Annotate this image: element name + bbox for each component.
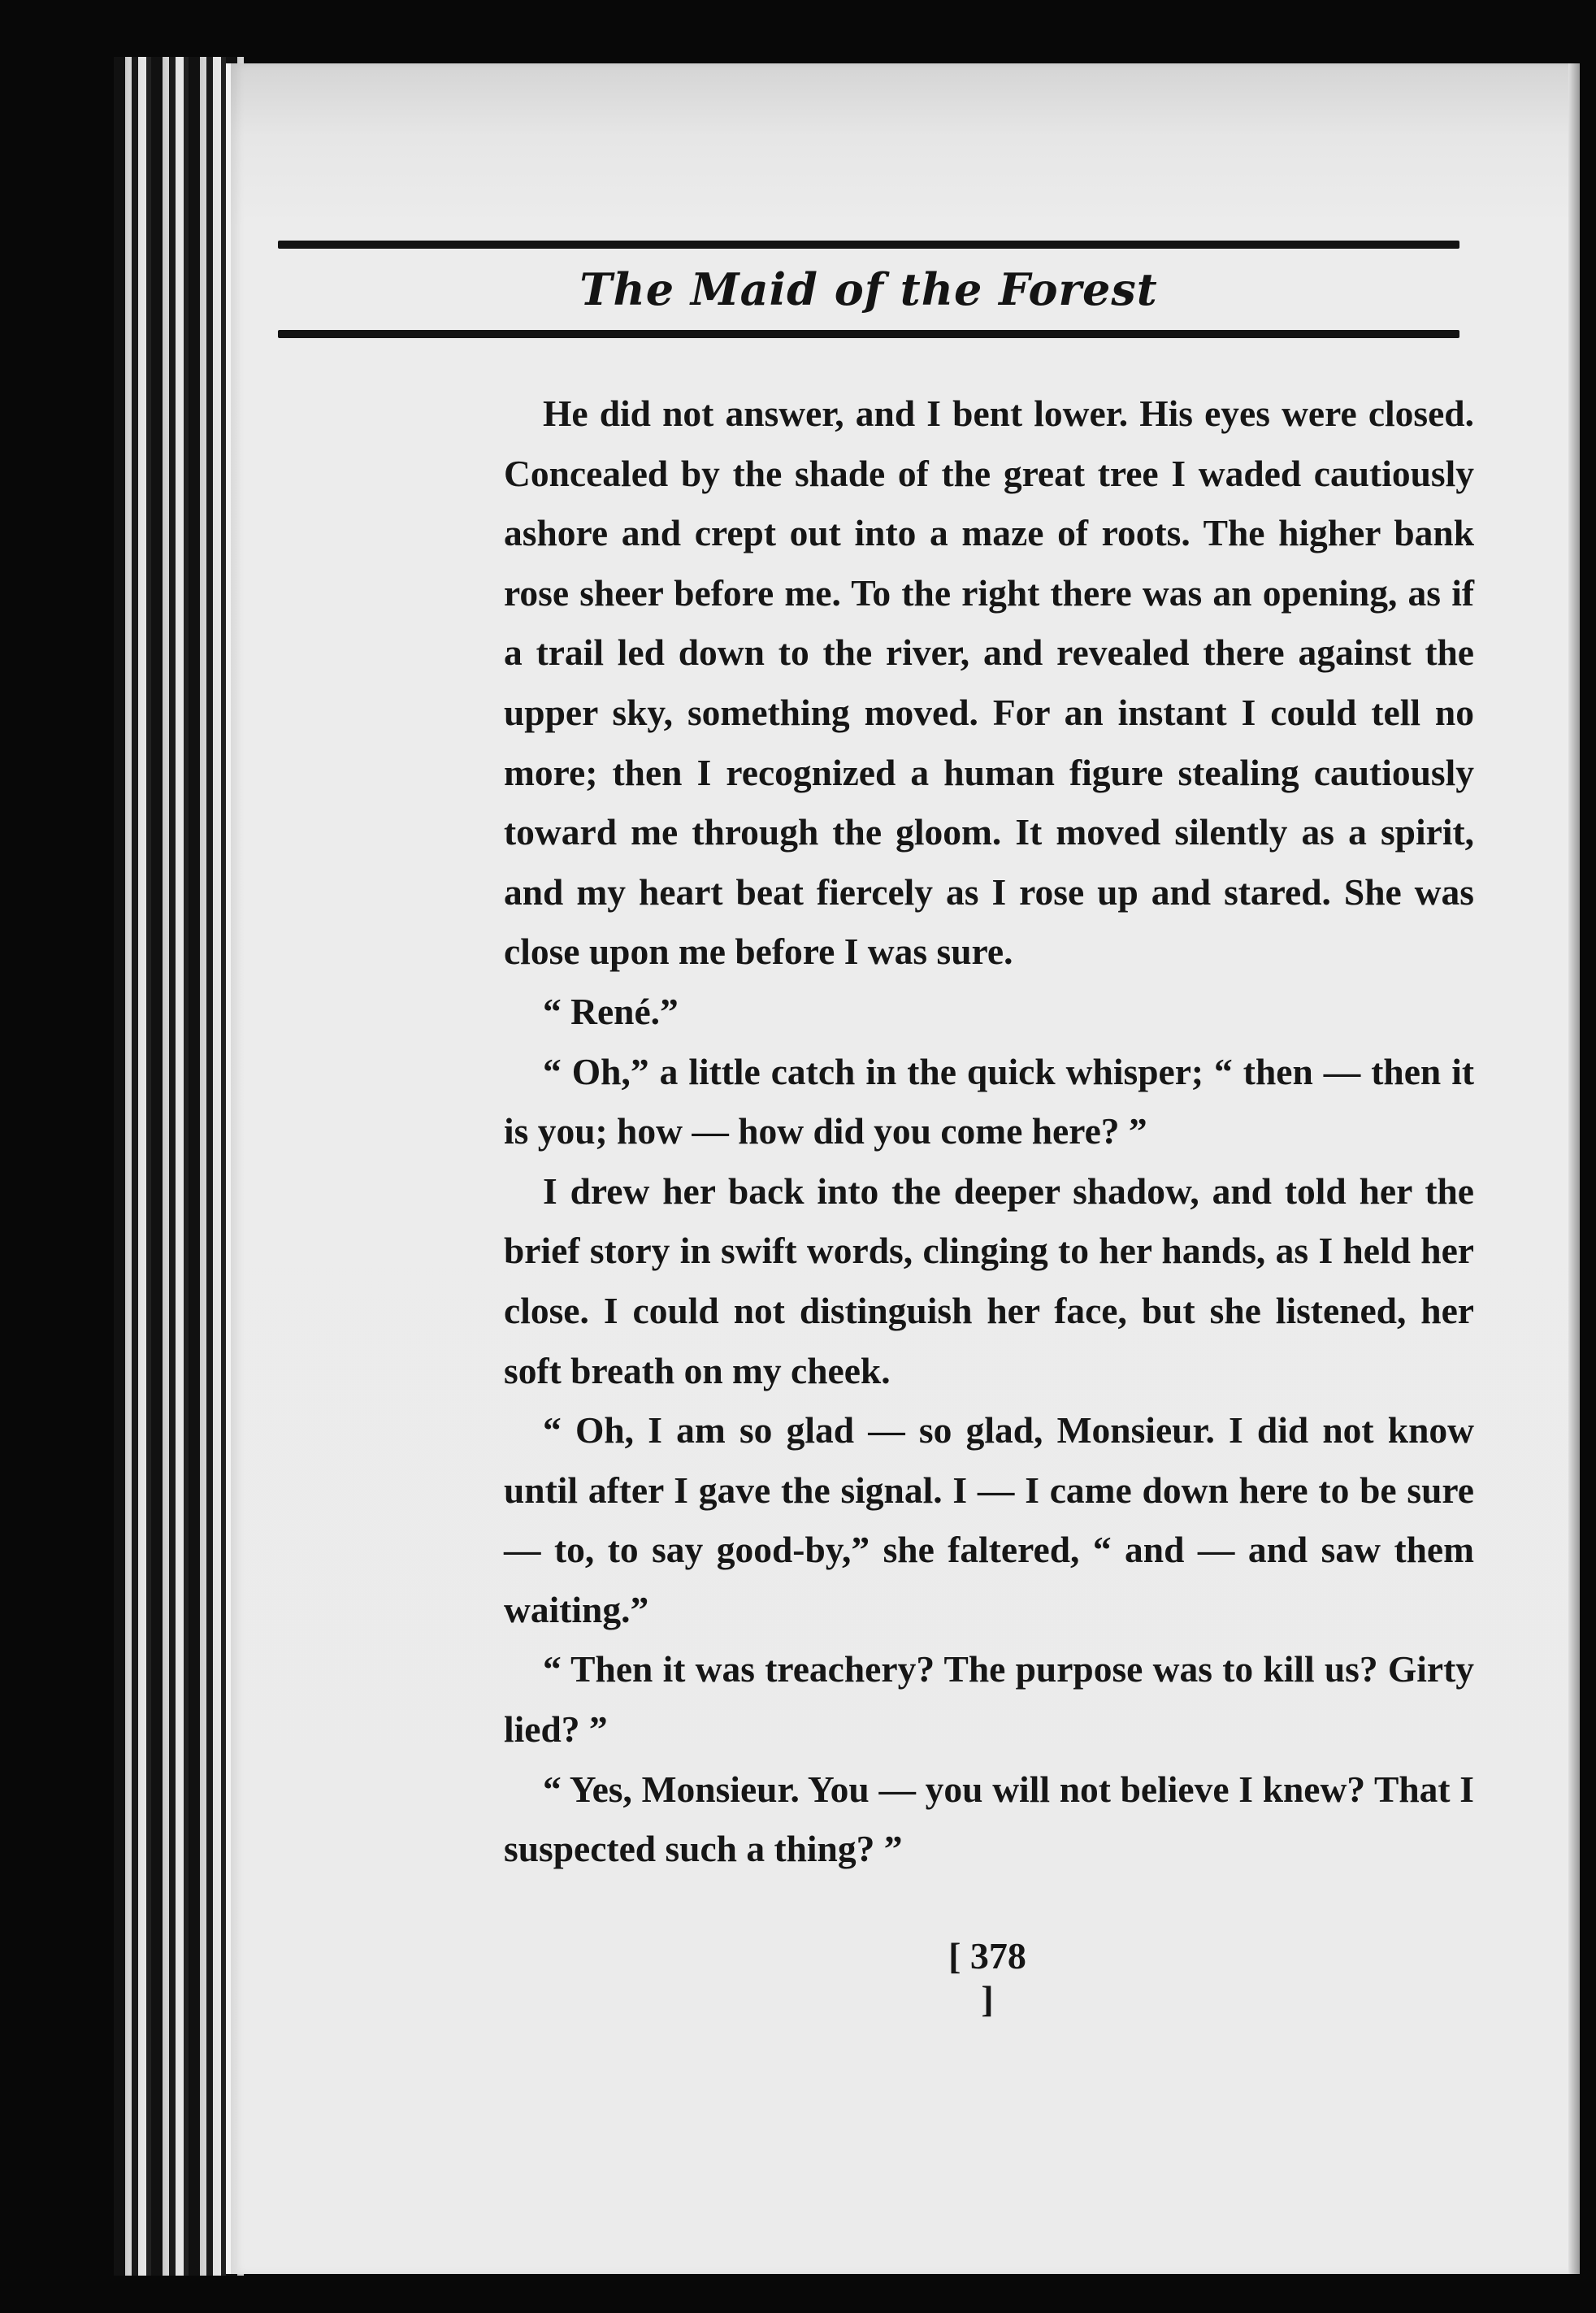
- page-number: [ 378 ]: [948, 1935, 1026, 2020]
- paragraph: “ Yes, Monsieur. You — you will not believe I knew? That I suspected such a thing? ”: [504, 1768, 1474, 1870]
- paragraph: “ Oh, I am so glad — so glad, Monsieur. I did not know until after I gave the signal. I — I came down here to be sure — to, to say good-by,” she faltered, “ and — and saw them waiting.”: [504, 1409, 1474, 1630]
- running-header: [278, 241, 1459, 338]
- running-title: The Maid of the Forest: [579, 263, 1158, 315]
- book-page-edges: [114, 57, 244, 2276]
- header-rule-top: [278, 241, 1459, 249]
- header-rule-bottom: [278, 330, 1459, 338]
- paragraph: “ Oh,” a little catch in the quick whisper; “ then — then it is you; how — how did you come here? ”: [504, 1050, 1474, 1152]
- paragraph: “ Then it was treachery? The purpose was to kill us? Girty lied? ”: [504, 1648, 1474, 1751]
- paragraph: He did not answer, and I bent lower. His eyes were closed. Concealed by the shade of the great tree I waded cautiously ashore and crept out into a maze of roots. The higher bank rose sheer before me. To the right there was an opening, as if a trail led down to the river, and revealed there against the upper sky, something moved. For an instant I could tell no more; then I recognized a human figure stealing cautiously toward me through the gloom. It moved silently as a spirit, and my heart beat fiercely as I rose up and stared. She was close upon me before I was sure.: [504, 393, 1474, 973]
- paragraph: “ René.”: [543, 990, 679, 1032]
- body-text: [504, 384, 1474, 1879]
- paragraph: I drew her back into the deeper shadow, and told her the brief story in swift words, clinging to her hands, as I held her close. I could not distinguish her face, but she listened, her soft breath on my cheek.: [504, 1170, 1474, 1391]
